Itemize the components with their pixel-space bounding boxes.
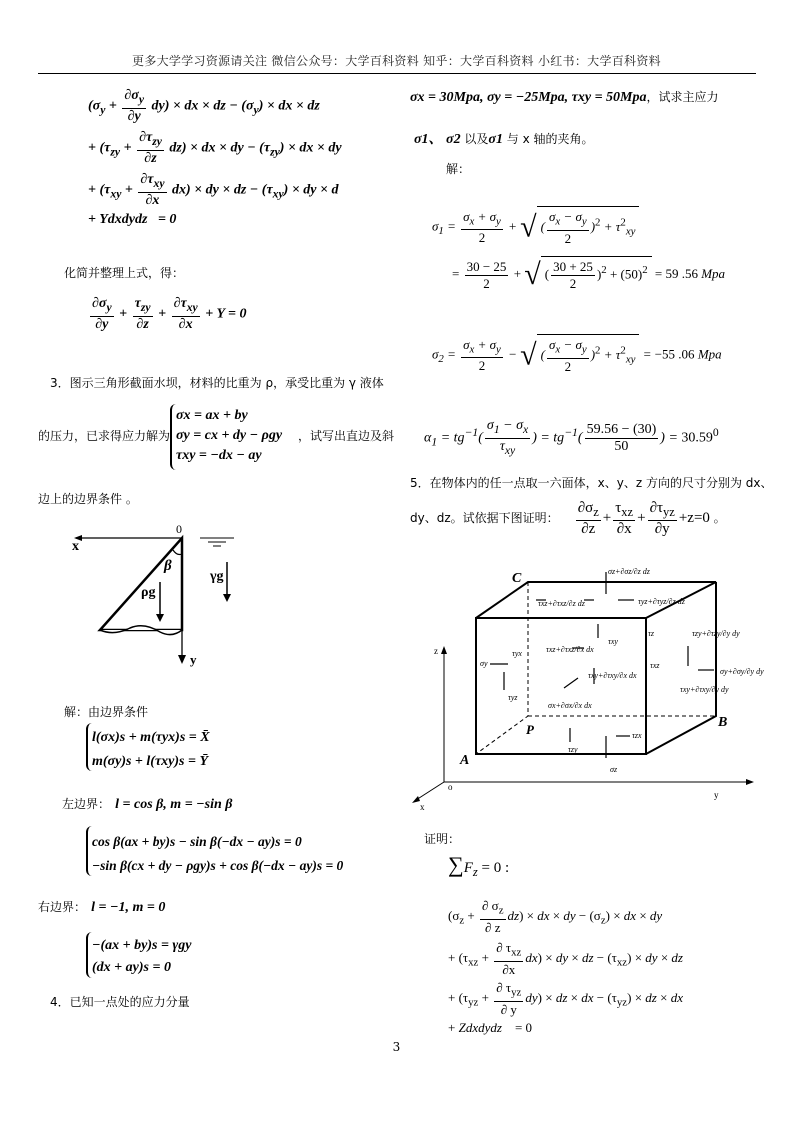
p4-task-end: 与 x 轴的夹角。 (502, 132, 594, 146)
sigma2-result: −55 .06 (654, 346, 695, 362)
right-sys-line-1: −(ax + by)s = γgy (92, 938, 192, 953)
p4-sigma1: σ1 (488, 132, 503, 147)
dam-x-label: x (72, 539, 79, 554)
x-axis-label: x (420, 802, 425, 810)
proof-line-1: ($\sigma_z$ + $\frac{\partial \sigma_z}{\partial z}$ dz) × dx × dy − $(\sigma_z)$ × dx × dy (448, 898, 663, 935)
p5-line2b: 。 (713, 510, 726, 525)
solution-label-right: 解： (446, 162, 471, 176)
y-arrow (746, 779, 754, 785)
cube-front-face (476, 618, 646, 754)
problem-3-intro: 3．图示三角形截面水坝，材料的比重为 ρ，承受比重为 γ 液体 (50, 376, 384, 390)
svg-text:σz+∂σz/∂z dz: σz+∂σz/∂z dz (608, 567, 650, 576)
proof-line-2: + ($\tau_{xz}$ + $\frac{\partial \tau_{xz}}{\partial x}$ dx) × dy × dz − $(\tau_{xz})$ × dy × dz (448, 940, 683, 977)
problem-3-line2b: ，试写出直边及斜 (298, 429, 395, 443)
p3-tau-xy: τxy = −dx − ay (176, 448, 262, 463)
sigma1-formula: $\sigma_1$ = $\frac{\sigma_x + \sigma_y}{2}$ + √( $\frac{\sigma_x - \sigma_y}{2}$ )$^2 + \tau^2_{xy}$ (432, 206, 639, 249)
x-arrow (412, 796, 420, 803)
svg-text:τxy+∂τxy/∂y dy: τxy+∂τxy/∂y dy (680, 685, 729, 694)
problem-5-line1: 5．在物体内的任一点取一六面体，x、y、z 方向的尺寸分别为 dx、 (410, 476, 773, 490)
left-sys-line-2: −sin β(cx + dy − ρgy)s + cos β(−dx − ay)s = 0 (92, 858, 344, 873)
right-edge-eq: l = −1, m = 0 (91, 900, 166, 915)
svg-text:τxz+∂τxz/∂x dx: τxz+∂τxz/∂x dx (546, 645, 594, 654)
svg-text:τzy: τzy (568, 745, 578, 754)
header-rule (38, 73, 756, 74)
solution-label-left: 解：由边界条件 (64, 705, 149, 719)
boundary-conditions (92, 726, 210, 774)
right-edge-label: 右边界： (38, 900, 87, 914)
eq-line-2: + ($\tau_{zy}$ + $\frac{\partial\tau_{zy}}{\partial z}$ dz) × dx × dy − $(\tau_{zy})$ × dx × dy (88, 130, 342, 166)
p4-given: σx = 30Mpa, σy = −25Mpa, τxy = 50Mpa (410, 90, 647, 105)
dam-y-label: y (190, 652, 197, 667)
left-edge-system (92, 830, 343, 878)
cube-hidden-edges (476, 582, 528, 754)
svg-text:τxy+∂τxy/∂x dx: τxy+∂τxy/∂x dx (588, 671, 637, 680)
left-edge-row (62, 793, 232, 813)
p4-given-row (410, 86, 719, 106)
alpha-formula: $\alpha_1 = tg^{-1}$( $\frac{\sigma_1 - \sigma_x}{\tau_{xy}}$ ) = $tg^{-1}$( $\frac{59.56 - (30)}{50}$ ) = $30.59^0$ (424, 418, 719, 457)
sigma1-result: 59 .56 (665, 265, 698, 281)
corner-p: P (526, 722, 534, 737)
svg-text:τzy+∂τzy/∂y dy: τzy+∂τzy/∂y dy (692, 629, 740, 638)
beta-label: β (164, 558, 172, 574)
p4-task-row (414, 128, 594, 148)
corner-b: B (718, 715, 728, 730)
svg-text:τzx: τzx (632, 731, 642, 740)
p4-task-mid: 以及 (460, 132, 489, 146)
dam-origin-label: 0 (176, 522, 182, 536)
result-equation: $\frac{\partial\sigma_y}{\partial y}$ + $\frac{\tau_{zy}}{\partial z}$ + $\frac{\partial\tau_{xy}}{\partial x}$ + Y = 0 (92, 296, 247, 332)
svg-text:τxz+∂τxz/∂z dz: τxz+∂τxz/∂z dz (538, 599, 585, 608)
p3-sigma-y: σy = cx + dy − ρgy (176, 428, 283, 443)
eq-line-3: + ($\tau_{xy}$ + $\frac{\partial\tau_{xy}}{\partial x}$ dx) × dy × dz − $(\tau_{xy})$ × dy × d (88, 172, 339, 208)
left-sys-line-1: cos β(ax + by)s − sin β(−dx − ay)s = 0 (92, 834, 302, 849)
svg-text:τxz: τxz (650, 661, 660, 670)
proof-label: 证明： (424, 832, 461, 846)
sum-fz: $\sum F_z = 0$ : (448, 852, 510, 879)
dam-figure (64, 518, 264, 673)
problem-3-line3: 边上的边界条件 。 (38, 492, 138, 506)
problem-3-line2a: 的压力，已求得应力解为 (38, 429, 171, 443)
simplify-text: 化简并整理上式，得： (64, 266, 185, 280)
sigma2-formula: $\sigma_2$ = $\frac{\sigma_x + \sigma_y}{2}$ − √( $\frac{\sigma_x - \sigma_y}{2}$ )$^2 + \tau^2_{xy} = -55$ .06 Mpa (432, 334, 722, 377)
p3-stress-system (176, 406, 282, 466)
bc-line-1: l(σx)s + m(τyx)s = X̄ (92, 730, 210, 745)
p4-principal: σ1、 σ2 (414, 132, 461, 147)
corner-c: C (512, 571, 522, 586)
stress-labels (480, 567, 764, 774)
dam-y-arrow (178, 655, 186, 664)
problem-4-intro: 4．已知一点处的应力分量 (50, 995, 190, 1009)
alpha-result: 30.59 (681, 430, 713, 446)
p3-sigma-x: σx = ax + by (176, 408, 248, 423)
svg-text:τyz: τyz (508, 693, 518, 702)
rho-g-label: ρg (141, 585, 156, 600)
proof-line-4: + Zdxdydz = 0 (448, 1020, 533, 1035)
svg-text:σz: σz (610, 765, 618, 774)
left-edge-label: 左边界： (62, 797, 111, 811)
bc-line-2: m(σy)s + l(τxy)s = Ȳ (92, 754, 209, 769)
gamma-g-arrowhead (223, 594, 231, 602)
sigma1-numeric: = $\frac{30 - 25}{2}$ + √( $\frac{30 + 25}{2}$ )$^2 + (50)^2 = 59$ .56 Mpa (452, 256, 725, 294)
y-axis-label: y (714, 790, 719, 800)
rho-g-arrowhead (156, 614, 164, 622)
right-edge-system (92, 935, 191, 979)
svg-text:τyz+∂τyz/∂z dz: τyz+∂τyz/∂z dz (638, 597, 685, 606)
svg-text:τyx: τyx (512, 649, 522, 658)
cube-diagram (408, 560, 778, 810)
eq-line-4: + Ydxdydz = 0 (88, 212, 177, 227)
alpha-numerator: 59.56 − (30) (586, 421, 657, 437)
left-edge-eq: l = cos β, m = −sin β (115, 797, 233, 812)
alpha-denominator: 50 (614, 438, 629, 454)
svg-text:σy: σy (480, 659, 488, 668)
dam-triangle (100, 538, 182, 630)
p5-line2a: dy、dz。试依据下图证明： (410, 510, 559, 525)
right-sys-line-2: (dx + ay)s = 0 (92, 960, 171, 975)
page-number: 3 (392, 1040, 401, 1054)
z-arrow (441, 646, 447, 654)
svg-text:σy+∂σy/∂y dy: σy+∂σy/∂y dy (720, 667, 764, 676)
x-axis (416, 782, 444, 800)
right-edge-row (38, 896, 165, 916)
corner-a: A (460, 753, 470, 768)
svg-text:σx+∂σx/∂x dx: σx+∂σx/∂x dx (548, 701, 592, 710)
origin-label: o (448, 782, 453, 792)
svg-text:τxy: τxy (608, 637, 618, 646)
page-header: 更多大学学习资源请关注 微信公众号：大学百科资料 知乎：大学百科资料 小红书：大学百科资料 (132, 54, 661, 68)
gamma-g-label: γg (210, 569, 224, 584)
z-axis-label: z (434, 646, 438, 656)
proof-line-3: + ($\tau_{yz}$ + $\frac{\partial \tau_{yz}}{\partial y}$ dy) × dz × dx − $(\tau_{yz})$ × dz × dx (448, 980, 683, 1017)
eq-line-1: ($\sigma_y$ + $\frac{\partial\sigma_y}{\partial y}$ dy) × dx × dz − $(\sigma_y)$ × dx × dz (88, 88, 320, 124)
problem-5-line2 (410, 500, 726, 537)
beta-arc (173, 550, 182, 555)
p4-task-a: ，试求主应力 (646, 90, 719, 104)
svg-text:τz: τz (648, 629, 654, 638)
p5-equation: $\frac{\partial\sigma_z}{\partial z}$ + $\frac{\tau_{xz}}{\partial x}$ + $\frac{\partial\tau_{yz}}{\partial y}$ +z=0 (577, 500, 714, 537)
